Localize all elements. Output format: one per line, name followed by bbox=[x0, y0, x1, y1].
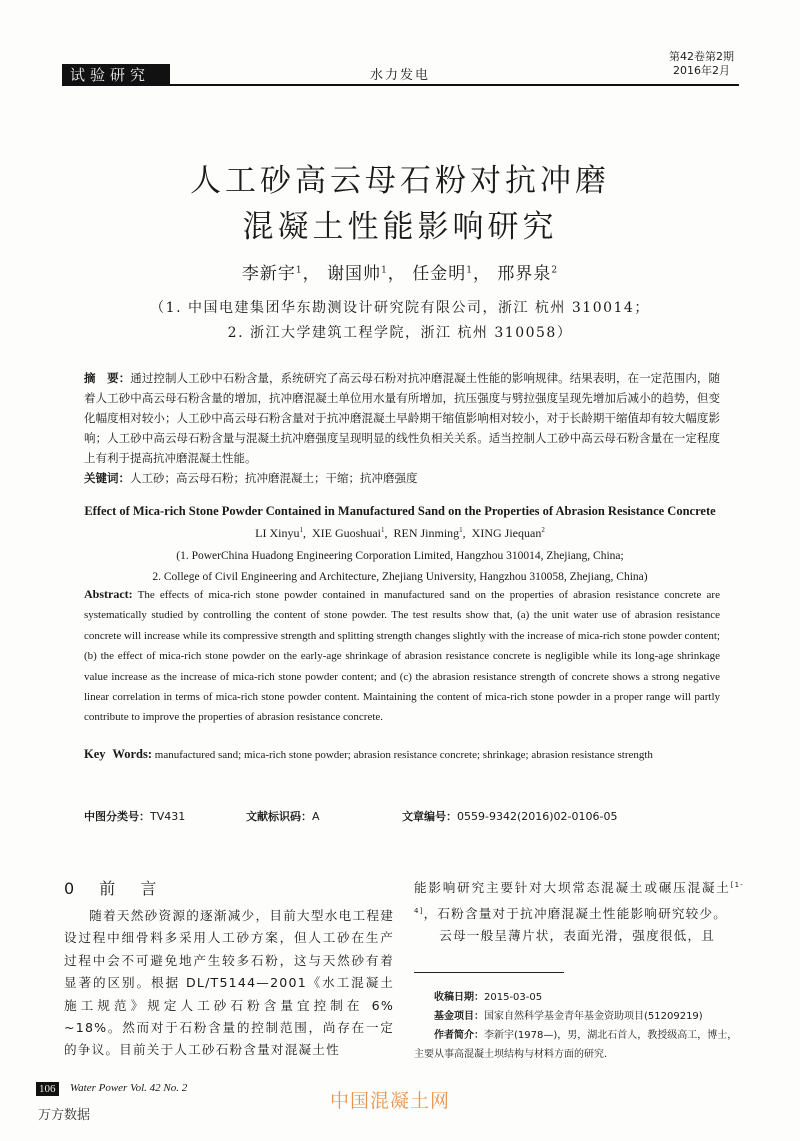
affiliation-2: 2. 浙江大学建筑工程学院，浙江 杭州 310058） bbox=[227, 325, 573, 341]
abstract-label: 摘 要： bbox=[84, 371, 131, 385]
received-label: 收稿日期： bbox=[434, 992, 484, 1003]
paragraph-text: 能影响研究主要针对大坝常态混凝土或碾压混凝土 bbox=[414, 880, 731, 896]
fund-label: 基金项目： bbox=[434, 1011, 484, 1022]
page-number: 106 bbox=[36, 1082, 59, 1096]
article-number bbox=[402, 808, 617, 824]
english-author: LI Xinyu bbox=[255, 526, 300, 540]
received-date bbox=[414, 988, 744, 1007]
paragraph-text: ，石粉含量对于抗冲磨混凝土性能影响研究较少。 bbox=[423, 905, 728, 921]
english-abstract-label: Abstract: bbox=[84, 587, 133, 601]
journal-english: Water Power Vol. 42 No. 2 bbox=[70, 1082, 188, 1094]
volume-issue: 第42卷第2期 bbox=[669, 50, 734, 63]
body-column-left bbox=[64, 876, 394, 1062]
doc-code-label: 文献标识码： bbox=[246, 810, 312, 823]
fund-value: 国家自然科学基金青年基金资助项目(51209219) bbox=[484, 1011, 703, 1022]
english-affiliations bbox=[0, 546, 800, 588]
abstract-cn bbox=[84, 368, 720, 488]
title-line-1: 人工砂高云母石粉对抗冲磨 bbox=[190, 163, 610, 199]
footnote-divider bbox=[414, 972, 564, 973]
author-affil-mark: 2 bbox=[551, 265, 559, 276]
english-author: REN Jinming bbox=[393, 526, 460, 540]
affiliation-1: （1. 中国电建集团华东勘测设计研究院有限公司，浙江 杭州 310014； bbox=[150, 300, 650, 316]
header-rule bbox=[62, 84, 739, 86]
author-affil-mark: 1 bbox=[466, 265, 473, 276]
english-author-list: LI Xinyu$^1$, XIE Guoshuai$^1$, REN Jinming$^1$, XING Jiequan$^2$ bbox=[255, 526, 545, 540]
english-keywords-text: manufactured sand; mica-rich stone powder; abrasion resistance concrete; shrinkage; abrasion resistance strength bbox=[154, 749, 653, 761]
author-affil-mark: 1 bbox=[299, 526, 303, 534]
author-affil-mark: 1 bbox=[295, 265, 303, 276]
body-paragraph-continued bbox=[414, 874, 744, 925]
fund-project bbox=[414, 1007, 744, 1026]
author: 谢国帅 bbox=[327, 264, 382, 284]
affiliations bbox=[0, 296, 800, 346]
english-abstract-text: The effects of mica-rich stone powder contained in manufactured sand on the properties of abrasion resistance concrete are systematically studied by controlling the content of stone powder. The test results show that, (a) the unit water use of abrasion resistance concrete will increase while its compressive strength and splitting strength changes slightly with the increase of mica-rich stone powder content; (b) the effect of mica-rich stone powder on the early-age shrinkage of abrasion resistance concrete is negligible while its long-age shrinkage value increase as the increase of mica-rich stone powder content; and (c) the abrasion resistance strength of concrete shows a strong negative linear correlation in terms of mica-rich stone powder content. Maintaining the content of mica-rich stone powder in a proper range will partly contribute to improve the properties of abrasion resistance concrete. bbox=[84, 589, 720, 724]
clc-label: 中图分类号： bbox=[84, 810, 150, 823]
author: 李新宇 bbox=[241, 264, 296, 284]
clc-number bbox=[84, 808, 185, 824]
doc-code-value: A bbox=[312, 810, 320, 823]
source-label: 万方数据 bbox=[38, 1108, 91, 1123]
english-abstract bbox=[84, 584, 720, 728]
author-affil-mark: 1 bbox=[381, 265, 388, 276]
english-author: XING Jiequan bbox=[471, 526, 542, 540]
body-column-right bbox=[414, 874, 744, 948]
english-keywords bbox=[84, 744, 720, 765]
abstract-text: 通过控制人工砂中石粉含量，系统研究了高云母石粉对抗冲磨混凝土性能的影响规律。结果表明，在一定范围内，随着人工砂中高云母石粉含量的增加，抗冲磨混凝土单位用水量有所增加，抗压强度与劈拉强度呈现先增加后减小的趋势，但变化幅度相对较小；人工砂中高云母石粉含量对于抗冲磨混凝土早龄期干缩值影响相对较小，对于长龄期干缩值却有较大幅度影响；人工砂中高云母石粉含量与混凝土抗冲磨强度呈现明显的线性负相关关系。适当控制人工砂中高云母石粉含量在一定程度上有利于提高抗冲磨混凝土性能。 bbox=[84, 371, 721, 465]
issue-date: 2016年2月 bbox=[673, 64, 730, 77]
volume-info bbox=[669, 50, 734, 78]
received-value: 2015-03-05 bbox=[484, 992, 543, 1003]
citation[interactable]: [1-4] bbox=[414, 881, 744, 915]
section-badge: 试验研究 bbox=[62, 64, 170, 86]
english-affiliation-2: 2. College of Civil Engineering and Architecture, Zhejiang University, Hangzhou 310058, Zhejiang, China) bbox=[152, 571, 648, 583]
author-affil-mark: 1 bbox=[459, 526, 463, 534]
title-line-2: 混凝土性能影响研究 bbox=[242, 209, 558, 245]
author: 任金明 bbox=[412, 264, 467, 284]
document-code bbox=[246, 808, 320, 824]
footnotes bbox=[414, 988, 744, 1064]
english-title: Effect of Mica-rich Stone Powder Contained in Manufactured Sand on the Properties of Abrasion Resistance Concrete bbox=[84, 504, 716, 518]
clc-value: TV431 bbox=[150, 810, 186, 823]
body-paragraph: 随着天然砂资源的逐渐减少，目前大型水电工程建设过程中细骨料多采用人工砂方案，但人工砂在生产过程中会不可避免地产生较多石粉，这与天然砂有着显著的区别。根据 DL/T5144—2001《水工混凝土施工规范》规定人工砂石粉含量宜控制在 6% ~18%。然而对于石粉含量的控制范围，尚存在一定的争议。目前关于人工砂石粉含量对混凝土性 bbox=[64, 908, 394, 1058]
keywords-label: 关键词： bbox=[84, 471, 130, 485]
keywords-text: 人工砂；高云母石粉；抗冲磨混凝土；干缩；抗冲磨强度 bbox=[130, 471, 418, 485]
article-number-value: 0559-9342(2016)02-0106-05 bbox=[457, 810, 618, 823]
author-list: 李新宇$^1$， 谢国帅$^1$， 任金明$^1$， 邢界泉$^2$ bbox=[241, 264, 559, 284]
author-bio-label: 作者简介： bbox=[434, 1030, 484, 1041]
section-heading: 0 前 言 bbox=[64, 879, 167, 898]
watermark: 中国混凝土网 bbox=[330, 1090, 451, 1112]
english-affiliation-1: (1. PowerChina Huadong Engineering Corporation Limited, Hangzhou 310014, Zhejiang, China; bbox=[176, 550, 624, 562]
paper-title bbox=[0, 158, 800, 250]
english-author: XIE Guoshuai bbox=[312, 526, 381, 540]
author: 邢界泉 bbox=[497, 264, 552, 284]
journal-name: 水力发电 bbox=[369, 68, 430, 83]
author-bio bbox=[414, 1026, 744, 1064]
author-affil-mark: 2 bbox=[541, 526, 545, 534]
author-affil-mark: 1 bbox=[381, 526, 385, 534]
english-keywords-label: Key Words: bbox=[84, 747, 153, 761]
author-bio-value: 李新宇(1978—)，男，湖北石首人，教授级高工，博士，主要从事高混凝土坝结构与材料方面的研究. bbox=[414, 1030, 738, 1060]
body-paragraph: 云母一般呈薄片状，表面光滑，强度很低，且 bbox=[439, 928, 716, 944]
article-number-label: 文章编号： bbox=[402, 810, 457, 823]
